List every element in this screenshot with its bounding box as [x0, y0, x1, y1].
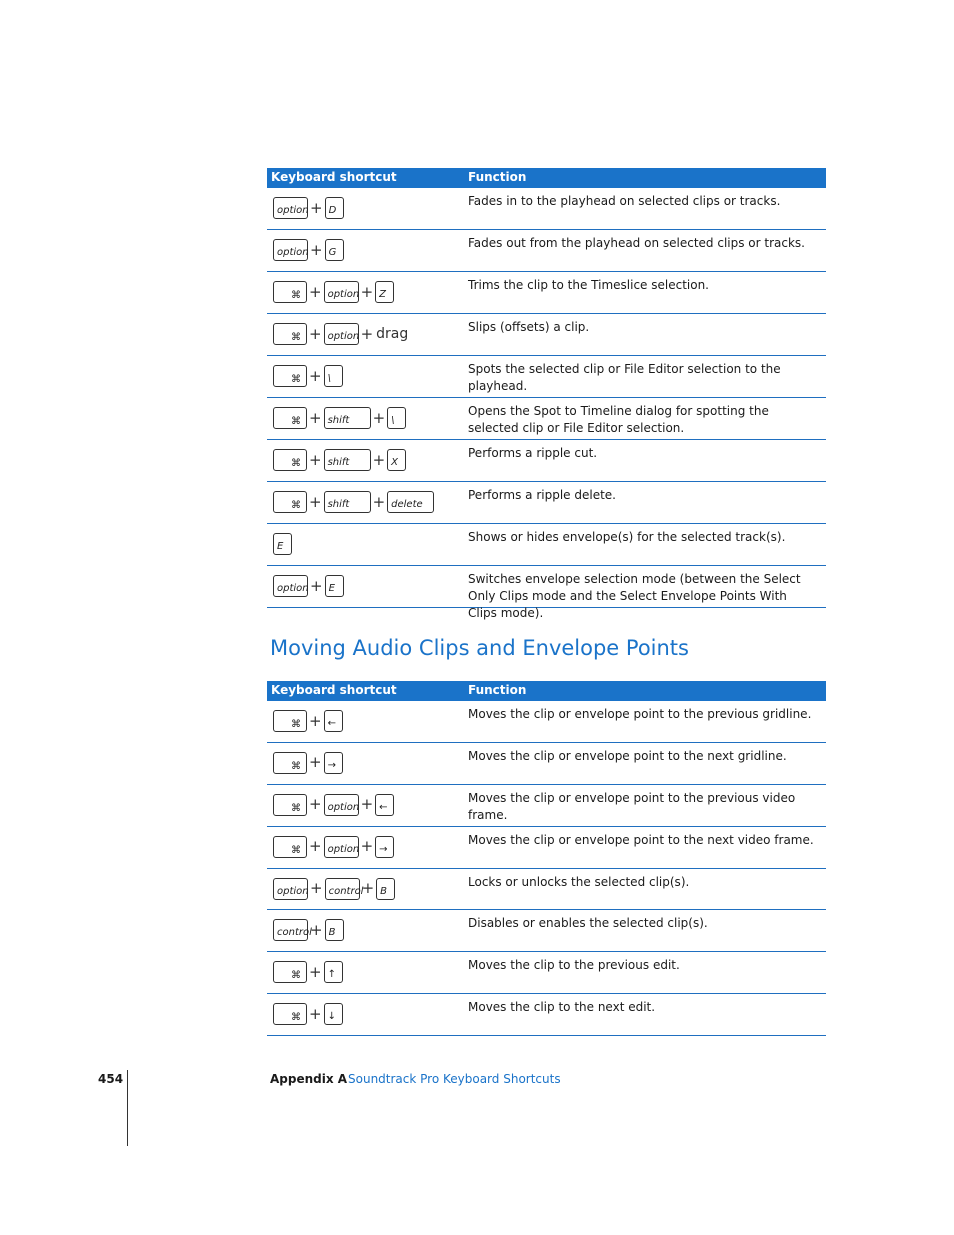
shortcut-keys — [273, 407, 406, 429]
command-icon: ⌘ — [291, 719, 301, 730]
shortcut-keys — [273, 533, 292, 555]
backslash-key: \ — [387, 407, 406, 429]
function-text: Opens the Spot to Timeline dialog for spotting the selected clip or File Editor selection. — [468, 404, 769, 435]
function-text: Fades out from the playhead on selected clips or tracks. — [468, 236, 805, 250]
command-key — [273, 794, 307, 816]
shortcut-keys — [273, 239, 344, 261]
plus-sign: + — [360, 795, 374, 814]
shortcut-keys — [273, 491, 434, 513]
letter-key: Z — [375, 281, 394, 303]
shift-key: shift — [324, 407, 371, 429]
command-icon: ⌘ — [291, 970, 301, 982]
table-header — [267, 681, 826, 701]
plus-sign: + — [309, 837, 322, 856]
command-icon: ⌘ — [291, 374, 301, 385]
left-arrow-key: ← — [324, 710, 343, 732]
header-shortcut: Keyboard shortcut — [271, 683, 397, 697]
table-row — [267, 188, 826, 230]
appendix-label: Appendix A — [270, 1072, 348, 1086]
page-number: 454 — [98, 1072, 124, 1086]
letter-key: B — [325, 919, 344, 941]
plus-sign: + — [372, 492, 386, 511]
shortcut-keys — [273, 794, 394, 816]
shortcut-keys — [273, 197, 344, 219]
function-text: Switches envelope selection mode (between the Select Only Clips mode and the Select Envelope Points With Clips mode). — [468, 572, 801, 620]
function-text: Slips (offsets) a clip. — [468, 320, 590, 334]
control-key: control — [325, 878, 360, 900]
right-arrow-key: → — [375, 836, 394, 858]
command-key — [273, 836, 307, 858]
command-icon: ⌘ — [291, 802, 301, 814]
table-row — [267, 482, 826, 524]
plus-sign: + — [360, 837, 374, 856]
table-header — [267, 168, 826, 188]
command-key — [273, 281, 307, 303]
shortcut-keys — [273, 575, 344, 597]
plus-sign: + — [360, 324, 374, 343]
header-shortcut: Keyboard shortcut — [271, 170, 397, 184]
plus-sign: + — [310, 576, 323, 595]
plus-sign: + — [309, 753, 322, 772]
plus-sign: + — [309, 282, 322, 301]
shortcut-keys — [273, 919, 344, 941]
command-key — [273, 1003, 307, 1025]
plus-sign: + — [310, 920, 323, 939]
table-row — [267, 869, 826, 911]
table-row — [267, 440, 826, 482]
function-text: Moves the clip or envelope point to the next video frame. — [468, 832, 814, 847]
table-row — [267, 785, 826, 827]
right-arrow-key: → — [324, 752, 343, 774]
appendix-title-link[interactable]: Soundtrack Pro Keyboard Shortcuts — [348, 1072, 561, 1086]
table-row — [267, 994, 826, 1036]
left-arrow-key: ← — [375, 794, 394, 816]
section-title: Moving Audio Clips and Envelope Points — [270, 636, 689, 660]
function-text: Moves the clip to the next edit. — [468, 1000, 656, 1015]
shortcut-table-2 — [267, 681, 826, 1036]
table-row — [267, 230, 826, 272]
function-text: Moves the clip or envelope point to the previous gridline. — [468, 707, 812, 721]
table-row — [267, 566, 826, 620]
command-key — [273, 407, 307, 429]
shortcut-keys — [273, 752, 343, 774]
function-text: Trims the clip to the Timeslice selection. — [468, 278, 709, 292]
plus-sign: + — [372, 408, 386, 427]
table-row — [267, 524, 826, 566]
command-icon: ⌘ — [291, 416, 301, 427]
command-key — [273, 365, 307, 387]
plus-sign: + — [372, 450, 386, 469]
option-key: option — [324, 281, 359, 303]
option-key: option — [273, 239, 308, 261]
table-row — [267, 701, 826, 743]
plus-sign: + — [310, 198, 323, 217]
plus-sign: + — [309, 366, 322, 385]
plus-sign: + — [360, 282, 374, 301]
letter-key: E — [273, 533, 292, 555]
option-key: option — [273, 878, 308, 900]
plus-sign: + — [309, 1004, 322, 1023]
function-text: Spots the selected clip or File Editor selection to the playhead. — [468, 362, 781, 393]
shortcut-keys — [273, 961, 343, 983]
option-key: option — [273, 197, 308, 219]
table-row — [267, 398, 826, 440]
option-key: option — [324, 794, 359, 816]
plus-sign: + — [309, 324, 322, 343]
command-key — [273, 323, 307, 345]
table-row — [267, 952, 826, 994]
letter-key: E — [325, 575, 344, 597]
shortcut-keys — [273, 449, 406, 471]
shift-key: shift — [324, 491, 371, 513]
command-icon: ⌘ — [291, 760, 301, 772]
shift-key: shift — [324, 449, 371, 471]
plus-sign: + — [309, 450, 322, 469]
letter-key: D — [325, 197, 344, 219]
down-arrow-key: ↓ — [324, 1003, 343, 1025]
command-key — [273, 961, 307, 983]
plus-sign: + — [309, 962, 322, 981]
function-text: Moves the clip or envelope point to the previous video frame. — [468, 790, 796, 822]
shortcut-table-1 — [267, 168, 826, 620]
option-key: option — [324, 323, 359, 345]
table-row — [267, 272, 826, 314]
shortcut-keys — [273, 878, 395, 900]
command-key — [273, 491, 307, 513]
command-icon: ⌘ — [291, 458, 301, 469]
letter-key: X — [387, 449, 406, 471]
function-text: Fades in to the playhead on selected clips or tracks. — [468, 194, 781, 208]
control-key: control — [273, 919, 308, 941]
option-key: option — [324, 836, 359, 858]
letter-key: B — [376, 878, 395, 900]
function-text: Disables or enables the selected clip(s). — [468, 916, 708, 931]
shortcut-keys — [273, 710, 343, 732]
header-function: Function — [468, 170, 527, 184]
shortcut-keys — [273, 323, 408, 345]
command-icon: ⌘ — [291, 332, 301, 343]
command-icon: ⌘ — [291, 1012, 301, 1024]
up-arrow-key: ↑ — [324, 961, 343, 983]
plus-sign: + — [361, 879, 375, 898]
option-key: option — [273, 575, 308, 597]
command-key — [273, 449, 307, 471]
plus-sign: + — [310, 240, 323, 259]
table-row — [267, 314, 826, 356]
plus-sign: + — [309, 711, 322, 730]
plus-sign: + — [310, 879, 323, 898]
function-text: Moves the clip to the previous edit. — [468, 958, 680, 973]
command-icon: ⌘ — [291, 844, 301, 856]
command-key — [273, 752, 307, 774]
shortcut-keys — [273, 836, 394, 858]
function-text: Locks or unlocks the selected clip(s). — [468, 874, 690, 889]
function-text: Shows or hides envelope(s) for the selected track(s). — [468, 530, 786, 544]
command-icon: ⌘ — [291, 290, 301, 301]
plus-sign: + — [309, 492, 322, 511]
plus-sign: + — [309, 408, 322, 427]
shortcut-keys — [273, 1003, 343, 1025]
function-text: Moves the clip or envelope point to the next gridline. — [468, 748, 787, 763]
footer-divider — [127, 1070, 128, 1146]
table-row — [267, 827, 826, 869]
drag-label: drag — [376, 326, 409, 342]
backslash-key: \ — [324, 365, 343, 387]
command-icon: ⌘ — [291, 500, 301, 511]
shortcut-keys — [273, 281, 394, 303]
table-row — [267, 910, 826, 952]
table-row — [267, 356, 826, 398]
function-text: Performs a ripple cut. — [468, 446, 598, 460]
command-key — [273, 710, 307, 732]
plus-sign: + — [309, 795, 322, 814]
table-row — [267, 743, 826, 785]
letter-key: G — [325, 239, 344, 261]
header-function: Function — [468, 683, 527, 697]
delete-key: delete — [387, 491, 434, 513]
function-text: Performs a ripple delete. — [468, 488, 616, 502]
shortcut-keys — [273, 365, 343, 387]
